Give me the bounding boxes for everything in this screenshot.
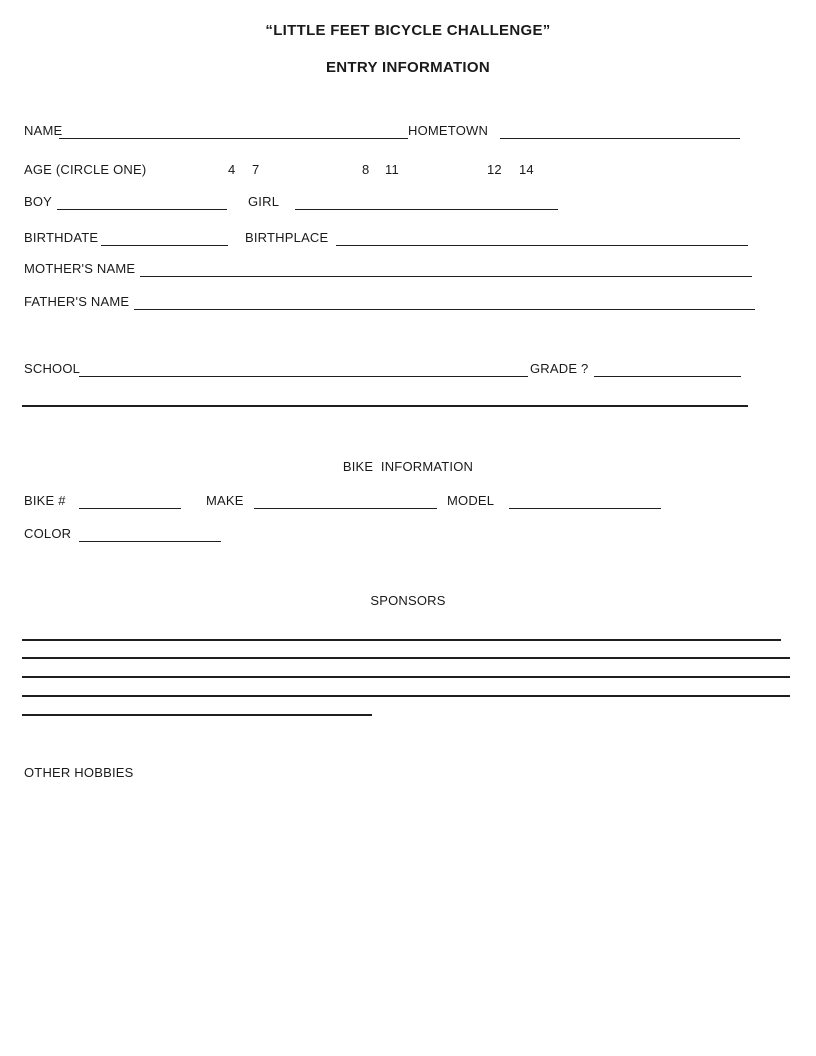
- hometown-blank[interactable]: [500, 123, 740, 139]
- age-label: AGE (CIRCLE ONE): [24, 162, 147, 177]
- make-blank[interactable]: [254, 493, 437, 509]
- page-title: “LITTLE FEET BICYCLE CHALLENGE”: [265, 22, 551, 39]
- model-blank[interactable]: [509, 493, 661, 509]
- birthplace-blank[interactable]: [336, 230, 748, 246]
- age-option-11[interactable]: 11: [385, 162, 399, 177]
- age-option-8[interactable]: 8: [362, 162, 370, 177]
- sponsor-line-4[interactable]: [22, 695, 790, 697]
- sponsor-line-2[interactable]: [22, 657, 790, 659]
- fathers-name-label: FATHER'S NAME: [24, 294, 130, 309]
- birthplace-label: BIRTHPLACE: [245, 230, 329, 245]
- age-option-4[interactable]: 4: [228, 162, 236, 177]
- color-blank[interactable]: [79, 526, 221, 542]
- birthdate-blank[interactable]: [101, 230, 228, 246]
- mothers-name-label: MOTHER'S NAME: [24, 261, 136, 276]
- school-label: SCHOOL: [24, 361, 81, 376]
- girl-label: GIRL: [248, 194, 280, 209]
- birthdate-label: BIRTHDATE: [24, 230, 99, 245]
- name-blank[interactable]: [59, 123, 408, 139]
- boy-label: BOY: [24, 194, 53, 209]
- mothers-name-blank[interactable]: [140, 261, 752, 277]
- girl-blank[interactable]: [295, 194, 558, 210]
- hometown-label: HOMETOWN: [408, 123, 489, 138]
- sponsor-line-5[interactable]: [22, 714, 372, 716]
- sponsor-line-3[interactable]: [22, 676, 790, 678]
- age-option-14[interactable]: 14: [519, 162, 534, 177]
- bike-number-blank[interactable]: [79, 493, 181, 509]
- page-subtitle: ENTRY INFORMATION: [326, 59, 490, 76]
- grade-blank[interactable]: [594, 361, 741, 377]
- school-extra-line[interactable]: [22, 405, 748, 407]
- make-label: MAKE: [206, 493, 244, 508]
- age-option-12[interactable]: 12: [487, 162, 502, 177]
- color-label: COLOR: [24, 526, 72, 541]
- bike-section-title: BIKE INFORMATION: [342, 459, 474, 474]
- other-hobbies-label: OTHER HOBBIES: [24, 765, 134, 780]
- age-option-7[interactable]: 7: [252, 162, 260, 177]
- sponsors-section-title: SPONSORS: [370, 593, 446, 608]
- sponsor-line-1[interactable]: [22, 639, 781, 641]
- name-label: NAME: [24, 123, 63, 138]
- school-blank[interactable]: [79, 361, 528, 377]
- fathers-name-blank[interactable]: [134, 294, 755, 310]
- boy-blank[interactable]: [57, 194, 227, 210]
- bike-number-label: BIKE #: [24, 493, 66, 508]
- grade-label: GRADE ?: [530, 361, 589, 376]
- model-label: MODEL: [447, 493, 495, 508]
